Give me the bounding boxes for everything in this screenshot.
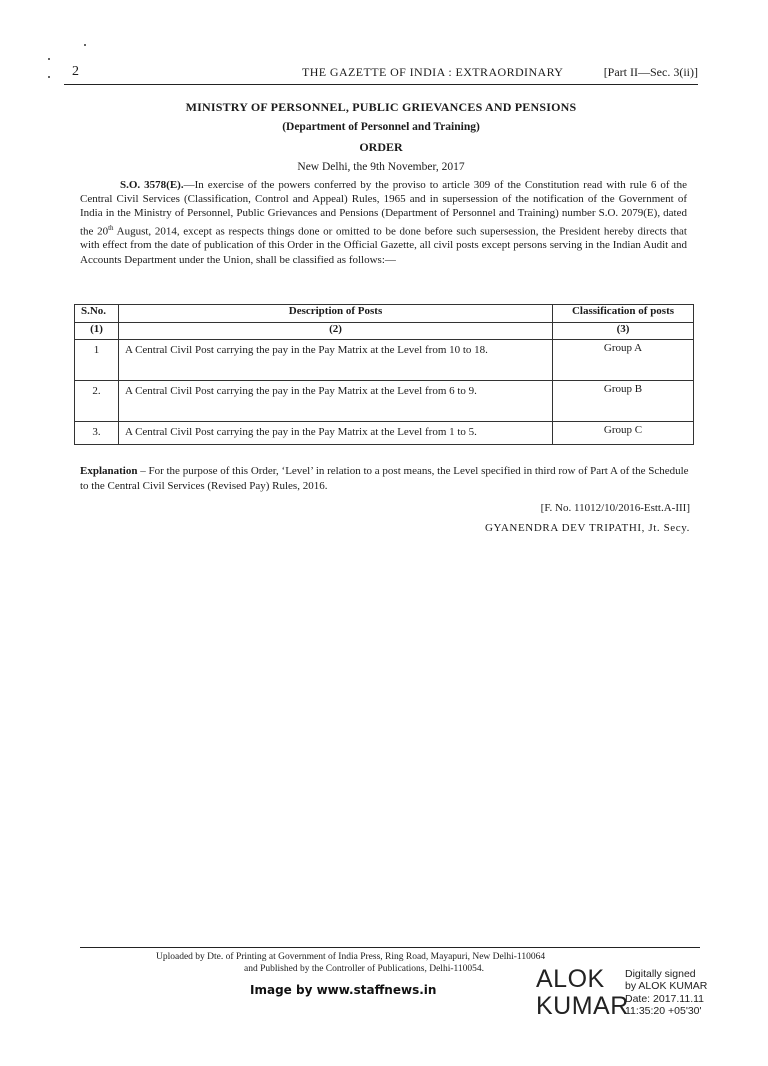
row-description: A Central Civil Post carrying the pay in the Pay Matrix at the Level from 1 to 5. — [119, 422, 553, 445]
digital-signature-details — [625, 968, 707, 1018]
footer-line-1: Uploaded by Dte. of Printing at Government of India Press, Ring Road, Mayapuri, New Delhi-110064 — [156, 952, 546, 962]
header-rule — [64, 84, 698, 85]
signature-meta-line: Date: 2017.11.11 — [625, 992, 705, 1005]
file-number: [F. No. 11012/10/2016-Estt.A-III] — [540, 502, 690, 514]
col-header-description: Description of Posts — [119, 305, 553, 323]
signature-meta-line: Digitally signed — [625, 968, 696, 980]
row-classification: Group B — [553, 381, 694, 422]
digital-signature-name — [536, 966, 629, 1020]
table-row — [75, 422, 694, 445]
page-number: 2 — [72, 64, 79, 79]
signature-name-line: ALOK — [536, 965, 605, 993]
department-heading: (Department of Personnel and Training) — [282, 121, 480, 133]
scan-speck — [48, 76, 50, 78]
row-sno: 1 — [75, 340, 119, 381]
body-text-1: —In exercise of the powers conferred by the proviso to article 309 of the Constitution read with rule 6 of the Central Civil Services (Classification, Control and Appeal) Rules, 1965 and in supersession of the notification of the Government of India in the Ministry of Personnel, Public Grievances and Pensions (Department of Personnel and Training) number S.O. 2079(E), dated the 20 — [80, 179, 687, 238]
page-header — [62, 64, 698, 80]
order-heading: ORDER — [359, 140, 403, 154]
explanation-paragraph — [80, 464, 690, 494]
table-header-row — [75, 305, 694, 323]
body-superscript: th — [108, 223, 114, 232]
col-header-sno: S.No. — [75, 305, 119, 323]
signature-meta-line: 11:35:20 +05'30' — [625, 1005, 702, 1018]
col-number: (1) — [75, 323, 119, 340]
scan-speck — [84, 44, 86, 46]
table-number-row — [75, 323, 694, 340]
col-header-classification: Classification of posts — [553, 305, 694, 323]
signatory: GYANENDRA DEV TRIPATHI, Jt. Secy. — [485, 522, 690, 534]
table-row — [75, 381, 694, 422]
gazette-title: THE GAZETTE OF INDIA : EXTRAORDINARY — [302, 65, 564, 79]
date-line: New Delhi, the 9th November, 2017 — [297, 161, 465, 173]
footer-line-2: and Published by the Controller of Publications, Delhi-110054. — [244, 964, 485, 974]
order-body — [80, 178, 687, 267]
col-number: (3) — [553, 323, 694, 340]
scan-speck — [48, 58, 50, 60]
explanation-label: Explanation — [80, 465, 138, 477]
table-row — [75, 340, 694, 381]
gazette-part: [Part II—Sec. 3(ii)] — [603, 65, 698, 79]
row-classification: Group C — [553, 422, 694, 445]
row-description: A Central Civil Post carrying the pay in the Pay Matrix at the Level from 10 to 18. — [119, 340, 553, 381]
signature-meta-line: by ALOK KUMAR — [625, 980, 708, 993]
explanation-text: – For the purpose of this Order, ‘Level’ in relation to a post means, the Level specified in third row of Part A of the Schedule to the Central Civil Services (Revised Pay) Rules, 2016. — [80, 465, 689, 492]
watermark-text: Image by www.staffnews.in — [250, 983, 437, 997]
col-number: (2) — [119, 323, 553, 340]
classification-table — [74, 304, 694, 445]
so-number: S.O. 3578(E). — [120, 179, 184, 191]
row-sno: 2. — [75, 381, 119, 422]
signature-name-line: KUMAR — [536, 992, 629, 1020]
body-text-2: August, 2014, except as respects things done or omitted to be done before such supersession, the President hereby directs that with effect from the date of publication of this Order in the Official Gazette, all civil posts except persons serving in the Indian Audit and Accounts Department under the Union, shall be classified as follows:— — [80, 225, 687, 266]
row-classification: Group A — [553, 340, 694, 381]
ministry-heading: MINISTRY OF PERSONNEL, PUBLIC GRIEVANCES AND PENSIONS — [185, 100, 577, 114]
row-sno: 3. — [75, 422, 119, 445]
row-description: A Central Civil Post carrying the pay in the Pay Matrix at the Level from 6 to 9. — [119, 381, 553, 422]
footer-rule — [80, 947, 700, 948]
